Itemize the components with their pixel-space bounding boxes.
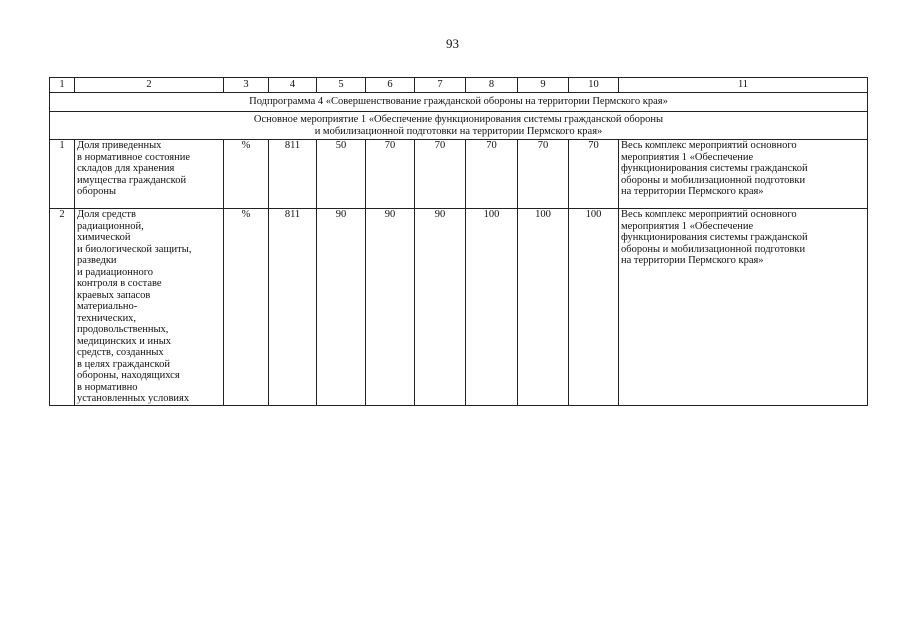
column-header: 9 [518, 78, 569, 93]
value-cell: 100 [466, 209, 518, 406]
value-cell: 90 [415, 209, 466, 406]
value-cell: 70 [569, 140, 619, 209]
code-cell: 811 [269, 209, 317, 406]
row-number: 2 [50, 209, 75, 406]
code-cell: 811 [269, 140, 317, 209]
indicator-name: Доля приведенных в нормативное состояние складов для хранения имущества гражданской обороны [75, 140, 224, 209]
value-cell: 70 [466, 140, 518, 209]
indicator-name: Доля средств радиационной, химической и биологической защиты, разведки и радиационного контроля в составе краевых запасов материально- технических, продовольственных, медицинских и иных средств, созданных в целях гражданской обороны, находящихся в нормативно установленных условиях [75, 209, 224, 406]
column-number-row [50, 78, 868, 93]
column-header: 6 [366, 78, 415, 93]
table-row [50, 140, 868, 209]
unit-cell: % [224, 209, 269, 406]
indicators-table [49, 77, 868, 406]
column-header: 8 [466, 78, 518, 93]
column-header: 1 [50, 78, 75, 93]
subprogram-title: Подпрограмма 4 «Совершенствование гражданской обороны на территории Пермского края» [50, 93, 868, 112]
column-header: 4 [269, 78, 317, 93]
note-cell: Весь комплекс мероприятий основного мероприятия 1 «Обеспечение функционирования системы гражданской обороны и мобилизационной подготовки на территории Пермского края» [619, 140, 868, 209]
column-header: 5 [317, 78, 366, 93]
row-number: 1 [50, 140, 75, 209]
value-cell: 90 [366, 209, 415, 406]
page-number: 93 [446, 36, 459, 51]
value-cell: 90 [317, 209, 366, 406]
table-row [50, 209, 868, 406]
value-cell: 100 [569, 209, 619, 406]
value-cell: 100 [518, 209, 569, 406]
value-cell: 70 [415, 140, 466, 209]
column-header: 3 [224, 78, 269, 93]
unit-cell: % [224, 140, 269, 209]
value-cell: 50 [317, 140, 366, 209]
main-event-title: Основное мероприятие 1 «Обеспечение функционирования системы гражданской обороны и мобилизационной подготовки на территории Пермского края» [50, 112, 868, 140]
value-cell: 70 [518, 140, 569, 209]
main-event-row [50, 112, 868, 140]
subprogram-row [50, 93, 868, 112]
note-cell: Весь комплекс мероприятий основного мероприятия 1 «Обеспечение функционирования системы гражданской обороны и мобилизационной подготовки на территории Пермского края» [619, 209, 868, 406]
column-header: 10 [569, 78, 619, 93]
value-cell: 70 [366, 140, 415, 209]
column-header: 2 [75, 78, 224, 93]
column-header: 7 [415, 78, 466, 93]
column-header: 11 [619, 78, 868, 93]
